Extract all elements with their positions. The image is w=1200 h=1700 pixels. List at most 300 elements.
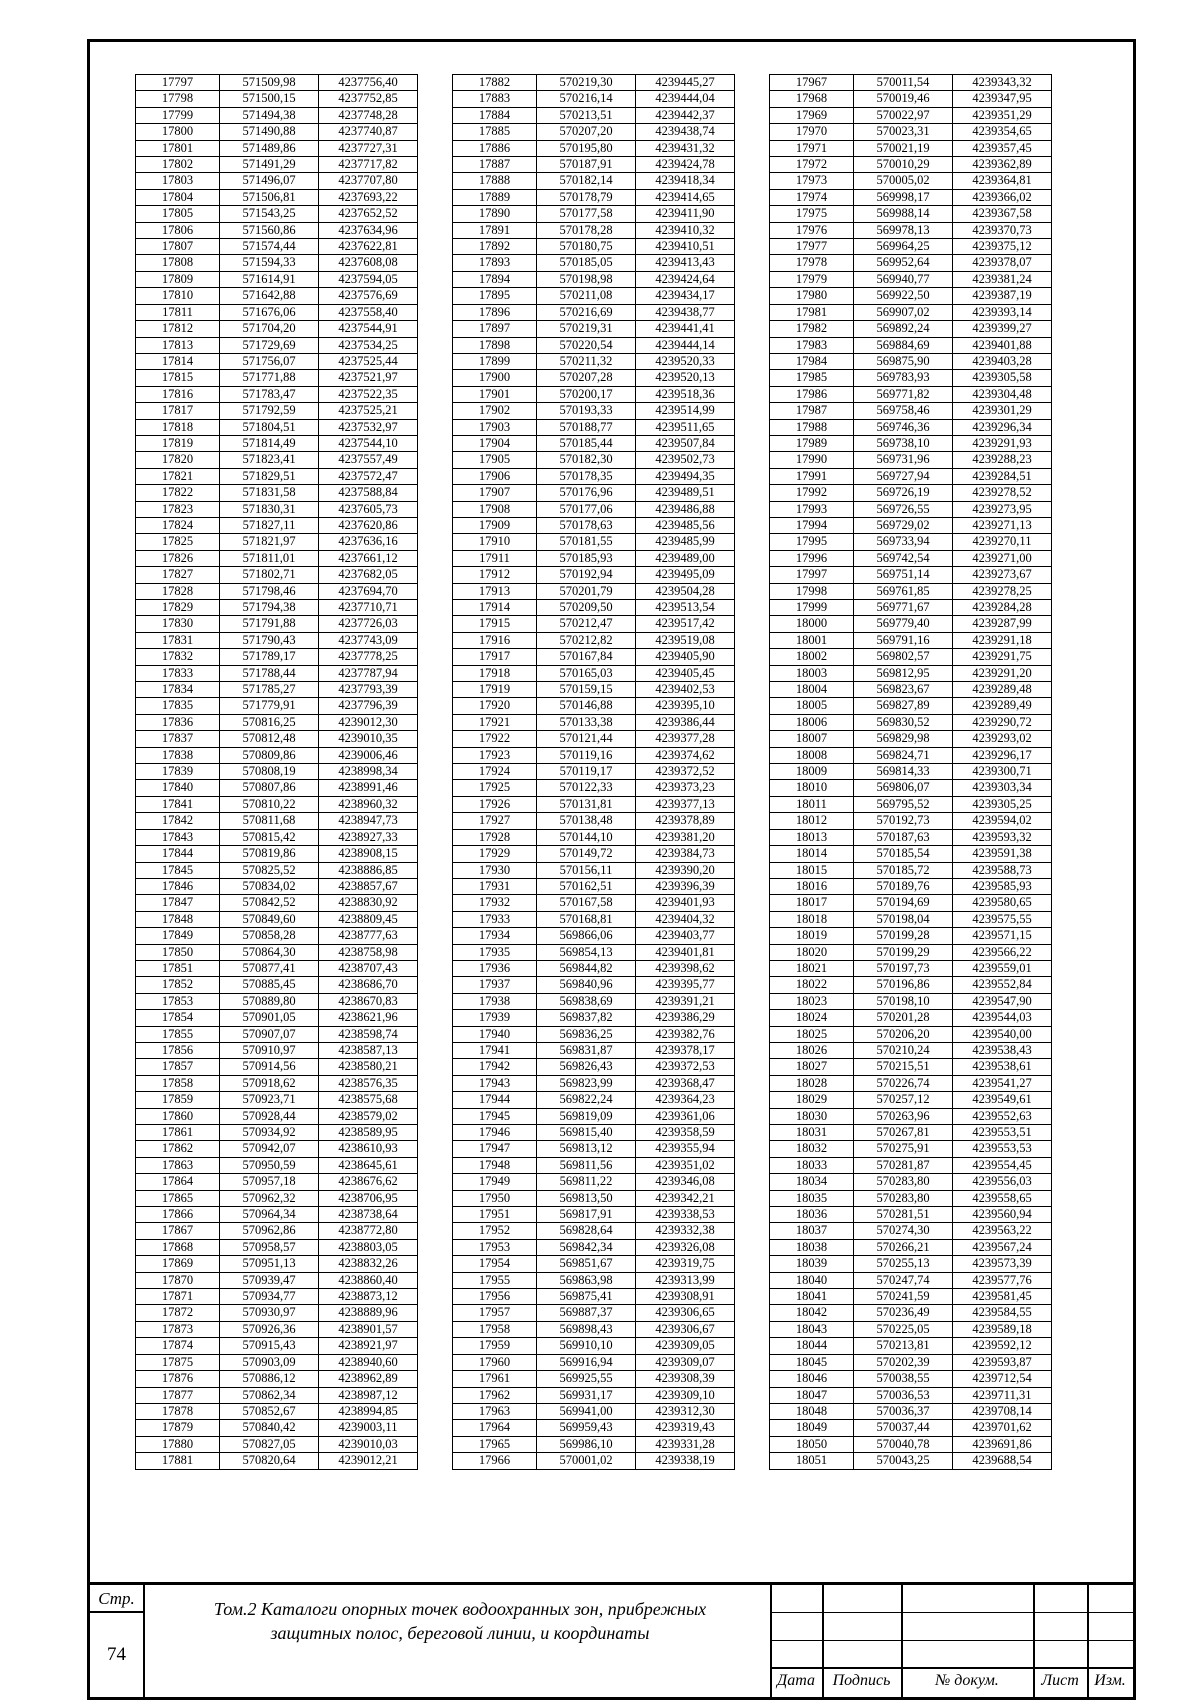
y-coordinate-cell: 4237557,49 [319, 452, 418, 468]
y-coordinate-cell: 4239547,90 [953, 993, 1052, 1009]
table-row [770, 1272, 1052, 1288]
table-row [770, 764, 1052, 780]
x-coordinate-cell: 569837,82 [537, 1010, 636, 1026]
coordinate-table-2 [452, 74, 735, 1470]
x-coordinate-cell: 570849,60 [220, 911, 319, 927]
y-coordinate-cell: 4239386,29 [636, 1010, 735, 1026]
point-number-cell: 17827 [136, 567, 220, 583]
y-coordinate-cell: 4239012,21 [319, 1453, 418, 1469]
table-row [770, 862, 1052, 878]
table-row [136, 1026, 418, 1042]
y-coordinate-cell: 4239370,73 [953, 222, 1052, 238]
x-coordinate-cell: 570858,28 [220, 928, 319, 944]
y-coordinate-cell: 4237572,47 [319, 468, 418, 484]
page-number: 74 [107, 1644, 126, 1665]
y-coordinate-cell: 4237652,52 [319, 206, 418, 222]
y-coordinate-cell: 4239404,32 [636, 911, 735, 927]
y-coordinate-cell: 4239566,22 [953, 944, 1052, 960]
y-coordinate-cell: 4237620,86 [319, 517, 418, 533]
table-row [136, 206, 418, 222]
y-coordinate-cell: 4239366,02 [953, 189, 1052, 205]
point-number-cell: 17969 [770, 107, 854, 123]
y-coordinate-cell: 4239386,44 [636, 714, 735, 730]
y-coordinate-cell: 4239377,28 [636, 731, 735, 747]
y-coordinate-cell: 4237636,16 [319, 534, 418, 550]
x-coordinate-cell: 570119,17 [537, 764, 636, 780]
x-coordinate-cell: 570185,93 [537, 550, 636, 566]
table-row [453, 1403, 735, 1419]
point-number-cell: 17830 [136, 616, 220, 632]
y-coordinate-cell: 4238670,83 [319, 993, 418, 1009]
point-number-cell: 17878 [136, 1403, 220, 1419]
table-row [136, 75, 418, 91]
point-number-cell: 17870 [136, 1272, 220, 1288]
y-coordinate-cell: 4239305,25 [953, 796, 1052, 812]
point-number-cell: 17957 [453, 1305, 537, 1321]
point-number-cell: 17884 [453, 107, 537, 123]
point-number-cell: 18028 [770, 1075, 854, 1091]
x-coordinate-cell: 570842,52 [220, 895, 319, 911]
x-coordinate-cell: 571814,49 [220, 435, 319, 451]
table-row [453, 288, 735, 304]
x-coordinate-cell: 570889,80 [220, 993, 319, 1009]
y-coordinate-cell: 4239290,72 [953, 714, 1052, 730]
x-coordinate-cell: 570122,33 [537, 780, 636, 796]
y-coordinate-cell: 4239378,07 [953, 255, 1052, 271]
table-row [453, 1092, 735, 1108]
point-number-cell: 17804 [136, 189, 220, 205]
y-coordinate-cell: 4237525,44 [319, 353, 418, 369]
table-row [770, 1190, 1052, 1206]
y-coordinate-cell: 4239552,84 [953, 977, 1052, 993]
x-coordinate-cell: 569733,94 [854, 534, 953, 550]
point-number-cell: 17885 [453, 124, 537, 140]
y-coordinate-cell: 4237544,91 [319, 321, 418, 337]
table-row [136, 550, 418, 566]
x-coordinate-cell: 569940,77 [854, 271, 953, 287]
table-row [770, 452, 1052, 468]
x-coordinate-cell: 570198,10 [854, 993, 953, 1009]
point-number-cell: 17958 [453, 1321, 537, 1337]
y-coordinate-cell: 4239288,23 [953, 452, 1052, 468]
point-number-cell: 17881 [136, 1453, 220, 1469]
point-number-cell: 17834 [136, 682, 220, 698]
table-row [136, 255, 418, 271]
table-row [136, 928, 418, 944]
table-row [136, 747, 418, 763]
y-coordinate-cell: 4239594,02 [953, 813, 1052, 829]
table-row [770, 189, 1052, 205]
table-row [770, 731, 1052, 747]
table-row [453, 1256, 735, 1272]
point-number-cell: 17836 [136, 714, 220, 730]
x-coordinate-cell: 570192,73 [854, 813, 953, 829]
point-number-cell: 17968 [770, 91, 854, 107]
point-number-cell: 17926 [453, 796, 537, 812]
point-number-cell: 17967 [770, 75, 854, 91]
table-row [453, 255, 735, 271]
table-row [453, 911, 735, 927]
y-coordinate-cell: 4239403,77 [636, 928, 735, 944]
point-number-cell: 17868 [136, 1239, 220, 1255]
x-coordinate-cell: 569925,55 [537, 1371, 636, 1387]
point-number-cell: 17935 [453, 944, 537, 960]
x-coordinate-cell: 570176,96 [537, 485, 636, 501]
table-row [770, 353, 1052, 369]
table-row [453, 304, 735, 320]
table-row [453, 403, 735, 419]
point-number-cell: 17839 [136, 764, 220, 780]
point-number-cell: 17841 [136, 796, 220, 812]
point-number-cell: 18006 [770, 714, 854, 730]
y-coordinate-cell: 4238676,62 [319, 1174, 418, 1190]
point-number-cell: 17989 [770, 435, 854, 451]
y-coordinate-cell: 4239312,30 [636, 1403, 735, 1419]
x-coordinate-cell: 569815,40 [537, 1125, 636, 1141]
x-coordinate-cell: 570207,20 [537, 124, 636, 140]
y-coordinate-cell: 4239284,28 [953, 600, 1052, 616]
y-coordinate-cell: 4239504,28 [636, 583, 735, 599]
point-number-cell: 17802 [136, 157, 220, 173]
table-row [136, 731, 418, 747]
point-number-cell: 17912 [453, 567, 537, 583]
table-row [770, 911, 1052, 927]
point-number-cell: 17909 [453, 517, 537, 533]
table-row [136, 960, 418, 976]
point-number-cell: 17892 [453, 239, 537, 255]
table-row [136, 649, 418, 665]
point-number-cell: 18047 [770, 1387, 854, 1403]
y-coordinate-cell: 4239375,12 [953, 239, 1052, 255]
point-number-cell: 17908 [453, 501, 537, 517]
y-coordinate-cell: 4239305,58 [953, 370, 1052, 386]
point-number-cell: 17962 [453, 1387, 537, 1403]
x-coordinate-cell: 569761,85 [854, 583, 953, 599]
y-coordinate-cell: 4239489,51 [636, 485, 735, 501]
table-row [453, 1026, 735, 1042]
y-coordinate-cell: 4237778,25 [319, 649, 418, 665]
table-row [453, 1157, 735, 1173]
x-coordinate-cell: 569771,67 [854, 600, 953, 616]
y-coordinate-cell: 4238610,93 [319, 1141, 418, 1157]
point-number-cell: 17818 [136, 419, 220, 435]
y-coordinate-cell: 4238998,34 [319, 764, 418, 780]
x-coordinate-cell: 571491,29 [220, 157, 319, 173]
x-coordinate-cell: 570193,33 [537, 403, 636, 419]
x-coordinate-cell: 569898,43 [537, 1321, 636, 1337]
point-number-cell: 17848 [136, 911, 220, 927]
table-row [453, 353, 735, 369]
point-number-cell: 17858 [136, 1075, 220, 1091]
x-coordinate-cell: 569814,33 [854, 764, 953, 780]
table-row [136, 321, 418, 337]
y-coordinate-cell: 4239486,88 [636, 501, 735, 517]
point-number-cell: 17856 [136, 1042, 220, 1058]
point-number-cell: 17974 [770, 189, 854, 205]
table-row [453, 485, 735, 501]
y-coordinate-cell: 4238987,12 [319, 1387, 418, 1403]
table-row [770, 1305, 1052, 1321]
y-coordinate-cell: 4239012,30 [319, 714, 418, 730]
stamp-grid [770, 1585, 1133, 1697]
y-coordinate-cell: 4238803,05 [319, 1239, 418, 1255]
point-number-cell: 17832 [136, 649, 220, 665]
page-box [90, 1585, 145, 1697]
table-row [453, 1354, 735, 1370]
y-coordinate-cell: 4239361,06 [636, 1108, 735, 1124]
y-coordinate-cell: 4239331,28 [636, 1436, 735, 1452]
x-coordinate-cell: 571560,86 [220, 222, 319, 238]
x-coordinate-cell: 569731,96 [854, 452, 953, 468]
table-row [136, 911, 418, 927]
table-row [136, 796, 418, 812]
point-number-cell: 18004 [770, 682, 854, 698]
y-coordinate-cell: 4238889,96 [319, 1305, 418, 1321]
y-coordinate-cell: 4238579,02 [319, 1108, 418, 1124]
x-coordinate-cell: 571594,33 [220, 255, 319, 271]
table-row [136, 91, 418, 107]
x-coordinate-cell: 570926,36 [220, 1321, 319, 1337]
point-number-cell: 17845 [136, 862, 220, 878]
point-number-cell: 17819 [136, 435, 220, 451]
x-coordinate-cell: 569875,90 [854, 353, 953, 369]
point-number-cell: 17863 [136, 1157, 220, 1173]
point-number-cell: 18012 [770, 813, 854, 829]
y-coordinate-cell: 4239502,73 [636, 452, 735, 468]
x-coordinate-cell: 570165,03 [537, 665, 636, 681]
x-coordinate-cell: 570257,12 [854, 1092, 953, 1108]
x-coordinate-cell: 571614,91 [220, 271, 319, 287]
table-row [770, 485, 1052, 501]
table-row [136, 1075, 418, 1091]
y-coordinate-cell: 4239378,89 [636, 813, 735, 829]
x-coordinate-cell: 570038,55 [854, 1371, 953, 1387]
table-row [453, 862, 735, 878]
point-number-cell: 17922 [453, 731, 537, 747]
y-coordinate-cell: 4239301,29 [953, 403, 1052, 419]
point-number-cell: 17798 [136, 91, 220, 107]
point-number-cell: 17963 [453, 1403, 537, 1419]
y-coordinate-cell: 4239347,95 [953, 91, 1052, 107]
y-coordinate-cell: 4239513,54 [636, 600, 735, 616]
stamp-change-label: Изм. [1094, 1672, 1126, 1689]
table-row [136, 1190, 418, 1206]
x-coordinate-cell: 570043,25 [854, 1453, 953, 1469]
point-number-cell: 17853 [136, 993, 220, 1009]
point-number-cell: 17813 [136, 337, 220, 353]
table-row [136, 1207, 418, 1223]
x-coordinate-cell: 570219,30 [537, 75, 636, 91]
y-coordinate-cell: 4238576,35 [319, 1075, 418, 1091]
x-coordinate-cell: 571574,44 [220, 239, 319, 255]
table-row [453, 993, 735, 1009]
y-coordinate-cell: 4237608,08 [319, 255, 418, 271]
point-number-cell: 17799 [136, 107, 220, 123]
point-number-cell: 17987 [770, 403, 854, 419]
y-coordinate-cell: 4239495,09 [636, 567, 735, 583]
point-number-cell: 17852 [136, 977, 220, 993]
y-coordinate-cell: 4239556,03 [953, 1174, 1052, 1190]
y-coordinate-cell: 4239289,48 [953, 682, 1052, 698]
table-row [136, 107, 418, 123]
y-coordinate-cell: 4239398,62 [636, 960, 735, 976]
table-row [136, 1289, 418, 1305]
point-number-cell: 17930 [453, 862, 537, 878]
x-coordinate-cell: 569941,00 [537, 1403, 636, 1419]
table-row [453, 632, 735, 648]
table-row [136, 682, 418, 698]
y-coordinate-cell: 4239278,52 [953, 485, 1052, 501]
y-coordinate-cell: 4237748,28 [319, 107, 418, 123]
table-row [770, 157, 1052, 173]
x-coordinate-cell: 571729,69 [220, 337, 319, 353]
table-row [453, 698, 735, 714]
x-coordinate-cell: 570189,76 [854, 878, 953, 894]
point-number-cell: 17944 [453, 1092, 537, 1108]
point-number-cell: 17803 [136, 173, 220, 189]
point-number-cell: 18021 [770, 960, 854, 976]
table-row [453, 1042, 735, 1058]
table-row [770, 600, 1052, 616]
point-number-cell: 17907 [453, 485, 537, 501]
table-row [453, 583, 735, 599]
table-row [770, 895, 1052, 911]
y-coordinate-cell: 4239577,76 [953, 1272, 1052, 1288]
point-number-cell: 17911 [453, 550, 537, 566]
x-coordinate-cell: 570901,05 [220, 1010, 319, 1026]
x-coordinate-cell: 570930,97 [220, 1305, 319, 1321]
y-coordinate-cell: 4239401,88 [953, 337, 1052, 353]
point-number-cell: 17919 [453, 682, 537, 698]
table-row [770, 91, 1052, 107]
table-row [453, 1289, 735, 1305]
table-row [453, 271, 735, 287]
x-coordinate-cell: 569823,67 [854, 682, 953, 698]
point-number-cell: 18038 [770, 1239, 854, 1255]
point-number-cell: 17978 [770, 255, 854, 271]
point-number-cell: 17808 [136, 255, 220, 271]
point-number-cell: 18008 [770, 747, 854, 763]
y-coordinate-cell: 4239362,89 [953, 157, 1052, 173]
point-number-cell: 17977 [770, 239, 854, 255]
x-coordinate-cell: 571789,17 [220, 649, 319, 665]
y-coordinate-cell: 4239313,99 [636, 1272, 735, 1288]
table-row [770, 1354, 1052, 1370]
x-coordinate-cell: 570197,73 [854, 960, 953, 976]
table-row [770, 550, 1052, 566]
y-coordinate-cell: 4239592,12 [953, 1338, 1052, 1354]
x-coordinate-cell: 570019,46 [854, 91, 953, 107]
table-row [770, 403, 1052, 419]
x-coordinate-cell: 569813,50 [537, 1190, 636, 1206]
x-coordinate-cell: 569806,07 [854, 780, 953, 796]
point-number-cell: 17959 [453, 1338, 537, 1354]
y-coordinate-cell: 4239338,53 [636, 1207, 735, 1223]
point-number-cell: 17991 [770, 468, 854, 484]
x-coordinate-cell: 569863,98 [537, 1272, 636, 1288]
x-coordinate-cell: 570182,30 [537, 452, 636, 468]
point-number-cell: 17842 [136, 813, 220, 829]
x-coordinate-cell: 571509,98 [220, 75, 319, 91]
point-number-cell: 17985 [770, 370, 854, 386]
point-number-cell: 18014 [770, 846, 854, 862]
x-coordinate-cell: 570886,12 [220, 1371, 319, 1387]
point-number-cell: 17859 [136, 1092, 220, 1108]
y-coordinate-cell: 4239552,63 [953, 1108, 1052, 1124]
x-coordinate-cell: 571829,51 [220, 468, 319, 484]
y-coordinate-cell: 4237605,73 [319, 501, 418, 517]
y-coordinate-cell: 4237710,71 [319, 600, 418, 616]
x-coordinate-cell: 570810,22 [220, 796, 319, 812]
table-row [136, 140, 418, 156]
point-number-cell: 17915 [453, 616, 537, 632]
y-coordinate-cell: 4237693,22 [319, 189, 418, 205]
x-coordinate-cell: 570168,81 [537, 911, 636, 927]
y-coordinate-cell: 4239358,59 [636, 1125, 735, 1141]
y-coordinate-cell: 4239559,01 [953, 960, 1052, 976]
y-coordinate-cell: 4239511,65 [636, 419, 735, 435]
point-number-cell: 18009 [770, 764, 854, 780]
x-coordinate-cell: 570225,05 [854, 1321, 953, 1337]
x-coordinate-cell: 570962,86 [220, 1223, 319, 1239]
y-coordinate-cell: 4239520,33 [636, 353, 735, 369]
y-coordinate-cell: 4239303,34 [953, 780, 1052, 796]
table-row [136, 419, 418, 435]
table-row [453, 714, 735, 730]
table-row [136, 304, 418, 320]
table-row [770, 1108, 1052, 1124]
table-row [453, 1321, 735, 1337]
x-coordinate-cell: 570167,58 [537, 895, 636, 911]
table-row [770, 960, 1052, 976]
table-row [136, 435, 418, 451]
x-coordinate-cell: 569826,43 [537, 1059, 636, 1075]
y-coordinate-cell: 4239438,74 [636, 124, 735, 140]
table-row [453, 780, 735, 796]
table-row [770, 124, 1052, 140]
y-coordinate-cell: 4239010,03 [319, 1436, 418, 1452]
y-coordinate-cell: 4239507,84 [636, 435, 735, 451]
x-coordinate-cell: 570040,78 [854, 1436, 953, 1452]
x-coordinate-cell: 569779,40 [854, 616, 953, 632]
y-coordinate-cell: 4238901,57 [319, 1321, 418, 1337]
x-coordinate-cell: 571490,88 [220, 124, 319, 140]
y-coordinate-cell: 4239346,08 [636, 1174, 735, 1190]
y-coordinate-cell: 4239538,43 [953, 1042, 1052, 1058]
y-coordinate-cell: 4239444,14 [636, 337, 735, 353]
table-row [770, 928, 1052, 944]
y-coordinate-cell: 4237793,39 [319, 682, 418, 698]
x-coordinate-cell: 570036,53 [854, 1387, 953, 1403]
point-number-cell: 18017 [770, 895, 854, 911]
point-number-cell: 17924 [453, 764, 537, 780]
table-row [770, 1371, 1052, 1387]
y-coordinate-cell: 4237588,84 [319, 485, 418, 501]
x-coordinate-cell: 571704,20 [220, 321, 319, 337]
x-coordinate-cell: 571790,43 [220, 632, 319, 648]
y-coordinate-cell: 4239319,43 [636, 1420, 735, 1436]
x-coordinate-cell: 570957,18 [220, 1174, 319, 1190]
y-coordinate-cell: 4237521,97 [319, 370, 418, 386]
point-number-cell: 18023 [770, 993, 854, 1009]
y-coordinate-cell: 4239372,53 [636, 1059, 735, 1075]
y-coordinate-cell: 4239278,25 [953, 583, 1052, 599]
x-coordinate-cell: 569892,24 [854, 321, 953, 337]
y-coordinate-cell: 4239593,32 [953, 829, 1052, 845]
x-coordinate-cell: 571496,07 [220, 173, 319, 189]
stamp-sheet-label: Лист [1041, 1672, 1079, 1689]
table-row [770, 616, 1052, 632]
